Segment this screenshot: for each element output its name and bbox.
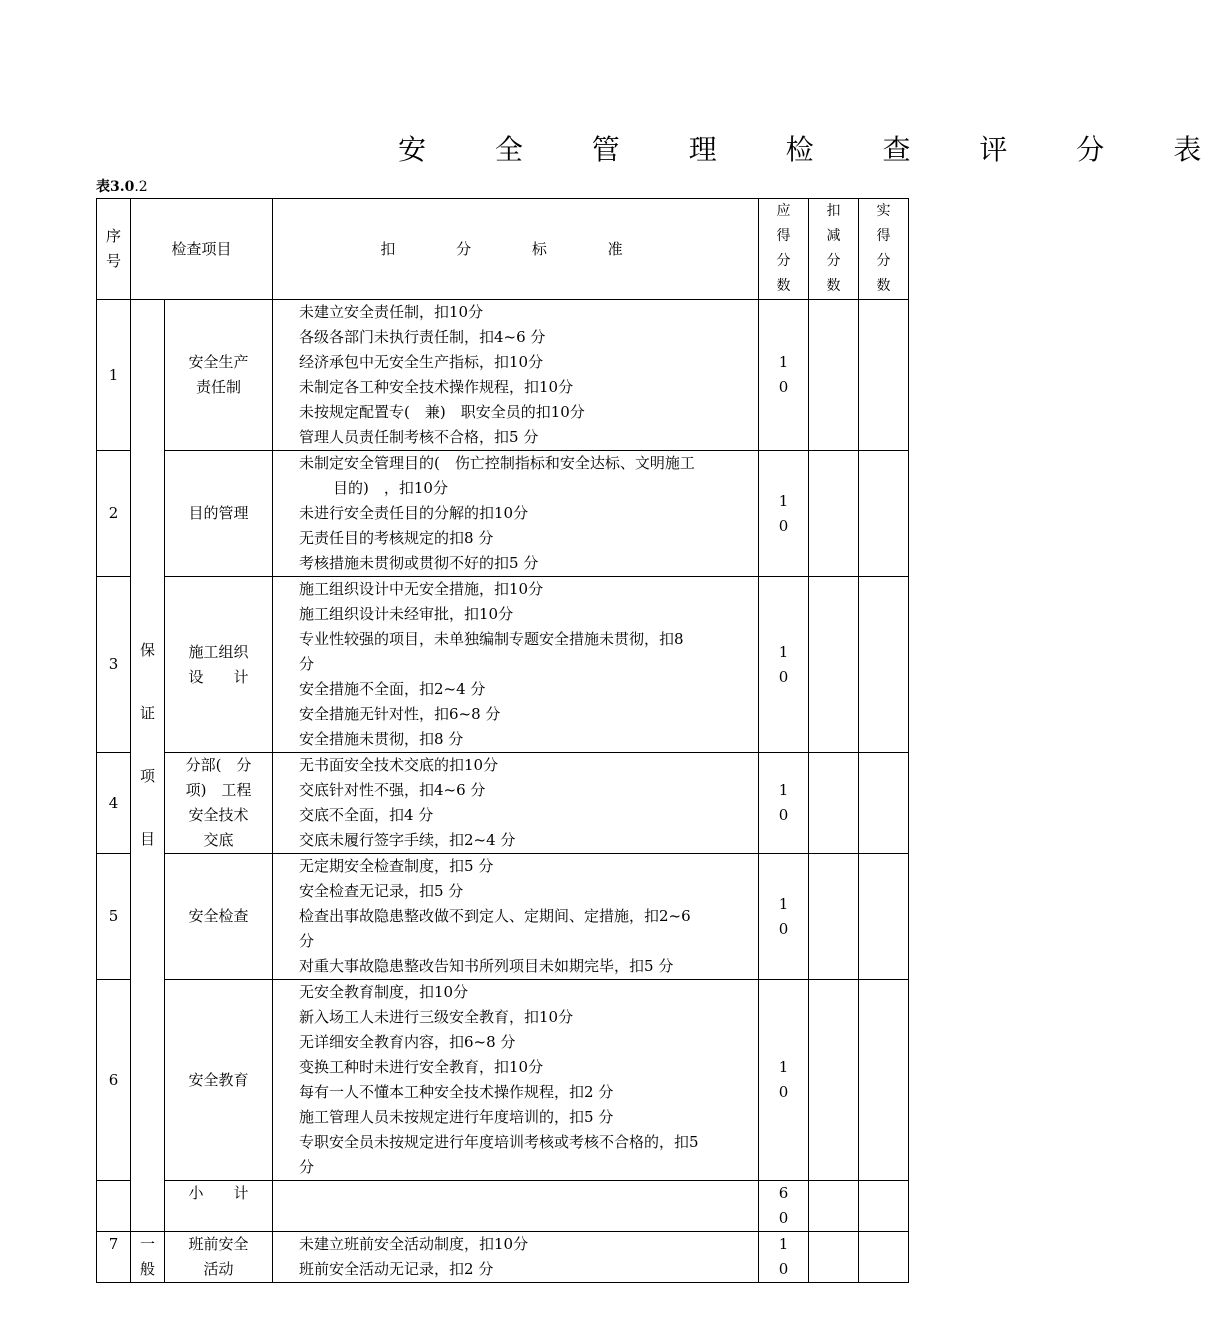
subtotal-should-score: 6 0 [759,1181,809,1232]
header-deduct-score: 扣 减 分 数 [809,199,859,300]
row-item: 安全生产 责任制 [165,300,273,451]
row-should-score: 1 0 [759,300,809,451]
score-table [96,198,909,1283]
row-criteria: 施工组织设计中无安全措施，扣10分 施工组织设计未经审批，扣10分 专业性较强的项目，未单独编制专题安全措施未贯彻，扣8 分 安全措施不全面，扣2~4 分 安全措施无针对性，扣6~8 分 安全措施未贯彻，扣8 分 [273,577,759,753]
table-row [97,1232,909,1283]
row-should-score: 1 0 [759,753,809,854]
table-row [97,854,909,980]
page-title: 安 全 管 理 检 查 评 分 表 [398,133,1231,166]
table-row [97,980,909,1181]
row-should-score: 1 0 [759,451,809,577]
header-actual-score: 实 得 分 数 [859,199,909,300]
row-criteria: 无书面安全技术交底的扣10分 交底针对性不强，扣4~6 分 交底不全面，扣4 分 交底未履行签字手续，扣2~4 分 [273,753,759,854]
subtotal-actual-score[interactable] [859,1181,909,1232]
row-deduct-score[interactable] [809,300,859,451]
header-criteria: 扣 分 标 准 [273,199,759,300]
row-should-score: 1 0 [759,980,809,1181]
row-deduct-score[interactable] [809,854,859,980]
header-item: 检查项目 [131,199,273,300]
subtotal-deduct-score[interactable] [809,1181,859,1232]
header-row [97,199,909,300]
table-row [97,753,909,854]
row-item: 施工组织 设 计 [165,577,273,753]
row-seq: 1 [97,300,131,451]
row-criteria: 未建立班前安全活动制度，扣10分 班前安全活动无记录，扣2 分 [273,1232,759,1283]
table-row [97,451,909,577]
row-should-score: 1 0 [759,577,809,753]
row-item: 目的管理 [165,451,273,577]
row-seq: 4 [97,753,131,854]
row-seq: 3 [97,577,131,753]
subtotal-label: 小 计 [165,1181,273,1232]
row-actual-score[interactable] [859,300,909,451]
row-item: 安全检查 [165,854,273,980]
group-guarantee: 保 证 项 目 [131,300,165,1232]
subtotal-row [97,1181,909,1232]
row-criteria: 未制定安全管理目的( 伤亡控制指标和安全达标、文明施工 目的) ，扣10分 未进行安全责任目的分解的扣10分 无责任目的考核规定的扣8 分 考核措施未贯彻或贯彻不好的扣5 分 [273,451,759,577]
row-deduct-score[interactable] [809,451,859,577]
row-should-score: 1 0 [759,854,809,980]
row-should-score: 1 0 [759,1232,809,1283]
row-actual-score[interactable] [859,577,909,753]
row-seq: 2 [97,451,131,577]
row-item: 安全教育 [165,980,273,1181]
row-criteria: 无安全教育制度，扣10分 新入场工人未进行三级安全教育，扣10分 无详细安全教育内容，扣6~8 分 变换工种时未进行安全教育，扣10分 每有一人不懂本工种安全技术操作规程，扣2 分 施工管理人员未按规定进行年度培训的，扣5 分 专职安全员未按规定进行年度培训考核或考核不合格的，扣5 分 [273,980,759,1181]
row-item: 班前安全 活动 [165,1232,273,1283]
table-row [97,300,909,451]
row-criteria: 未建立安全责任制，扣10分 各级各部门未执行责任制，扣4~6 分 经济承包中无安全生产指标，扣10分 未制定各工种安全技术操作规程，扣10分 未按规定配置专( 兼) 职安全员的扣10分 管理人员责任制考核不合格，扣5 分 [273,300,759,451]
row-seq: 7 [97,1232,131,1283]
row-seq: 6 [97,980,131,1181]
table-row [97,577,909,753]
row-deduct-score[interactable] [809,980,859,1181]
row-actual-score[interactable] [859,980,909,1181]
group-general: 一 般 [131,1232,165,1283]
header-should-score: 应 得 分 数 [759,199,809,300]
row-item: 分部( 分 项) 工程 安全技术 交底 [165,753,273,854]
row-actual-score[interactable] [859,753,909,854]
row-criteria: 无定期安全检查制度，扣5 分 安全检查无记录，扣5 分 检查出事故隐患整改做不到定人、定期间、定措施，扣2~6 分 对重大事故隐患整改告知书所列项目未如期完毕，扣5 分 [273,854,759,980]
subtotal-criteria [273,1181,759,1232]
table-number-suffix: .2 [134,179,148,195]
subtotal-seq [97,1181,131,1232]
row-actual-score[interactable] [859,854,909,980]
row-actual-score[interactable] [859,1232,909,1283]
header-seq: 序 号 [97,199,131,300]
row-seq: 5 [97,854,131,980]
table-number [96,176,148,196]
row-deduct-score[interactable] [809,1232,859,1283]
row-deduct-score[interactable] [809,753,859,854]
table-number-bold: 表3.0 [96,179,135,195]
row-actual-score[interactable] [859,451,909,577]
row-deduct-score[interactable] [809,577,859,753]
